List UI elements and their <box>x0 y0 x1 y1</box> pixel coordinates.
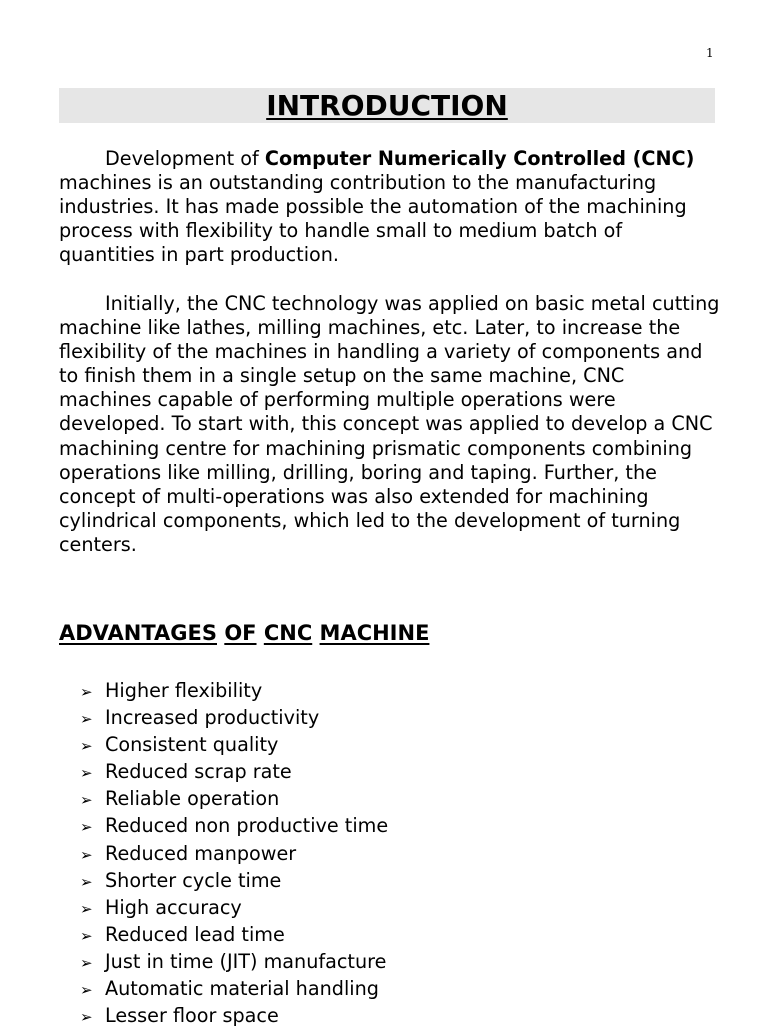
list-item-text: Reduced scrap rate <box>105 760 292 784</box>
list-item <box>80 922 388 949</box>
list-item-text: Lesser floor space <box>105 1004 279 1028</box>
page-title: INTRODUCTION <box>266 89 508 122</box>
intro-paragraph-2 <box>59 292 721 557</box>
arrow-bullet-icon: ➢ <box>80 899 93 918</box>
arrow-bullet-icon: ➢ <box>80 981 93 1000</box>
list-item <box>80 705 388 732</box>
list-item <box>80 868 388 895</box>
list-item-text: High accuracy <box>105 895 242 919</box>
list-item <box>80 841 388 868</box>
p1-start: Development of <box>105 147 265 170</box>
advantages-heading <box>59 619 429 647</box>
heading-word: CNC <box>263 621 313 645</box>
list-item-text: Shorter cycle time <box>105 868 282 892</box>
intro-paragraph-1 <box>59 147 721 267</box>
p1-rest: machines is an outstanding contribution to the manufacturing industries. It has made possible the automation of the machining process with flexibility to handle small to medium batch of quantities in part production. <box>59 171 687 267</box>
p1-bold-term: Computer Numerically Controlled (CNC) <box>264 147 695 170</box>
list-item <box>80 976 388 1003</box>
list-item <box>80 786 388 813</box>
arrow-bullet-icon: ➢ <box>80 764 93 783</box>
list-item <box>80 813 388 840</box>
arrow-bullet-icon: ➢ <box>80 683 93 701</box>
arrow-bullet-icon: ➢ <box>80 845 93 864</box>
list-item-text: Reduced manpower <box>105 841 297 865</box>
list-item-text: Automatic material handling <box>105 977 379 1001</box>
arrow-bullet-icon: ➢ <box>80 791 93 810</box>
list-item-text: Reliable operation <box>105 787 280 811</box>
list-item <box>80 678 388 705</box>
arrow-bullet-icon: ➢ <box>80 872 93 891</box>
list-item-text: Reduced lead time <box>105 922 285 946</box>
title-band <box>59 88 715 123</box>
list-item-text: Just in time (JIT) manufacture <box>105 949 387 973</box>
heading-word: MACHINE <box>319 621 430 645</box>
heading-word: ADVANTAGES <box>59 621 217 645</box>
arrow-bullet-icon: ➢ <box>80 737 93 756</box>
list-item <box>80 1003 388 1030</box>
page-number: 1 <box>706 46 714 60</box>
list-item-text: Increased productivity <box>105 706 320 730</box>
arrow-bullet-icon: ➢ <box>80 1008 93 1027</box>
p2-text: Initially, the CNC technology was applied on basic metal cutting machine like lathes, milling machines, etc. Later, to increase the flexibility of the machines in handling a variety of components and to finish them in a single setup on the same machine, CNC machines capable of performing multiple operations were developed. To start with, this concept was applied to develop a CNC machining centre for machining prismatic components combining operations like milling, drilling, boring and taping. Further, the concept of multi-operations was also extended for machining cylindrical components, which led to the development of turning centers. <box>59 292 720 556</box>
arrow-bullet-icon: ➢ <box>80 926 93 945</box>
list-item-text: Consistent quality <box>105 733 279 757</box>
list-item-text: Reduced non productive time <box>105 814 389 838</box>
list-item <box>80 759 388 786</box>
list-item <box>80 949 388 976</box>
heading-word: OF <box>224 621 257 645</box>
arrow-bullet-icon: ➢ <box>80 710 93 729</box>
list-item <box>80 895 388 922</box>
advantages-list <box>80 678 388 1030</box>
list-item <box>80 732 388 759</box>
arrow-bullet-icon: ➢ <box>80 818 93 837</box>
list-item-text: Higher flexibility <box>105 679 263 702</box>
arrow-bullet-icon: ➢ <box>80 953 93 972</box>
